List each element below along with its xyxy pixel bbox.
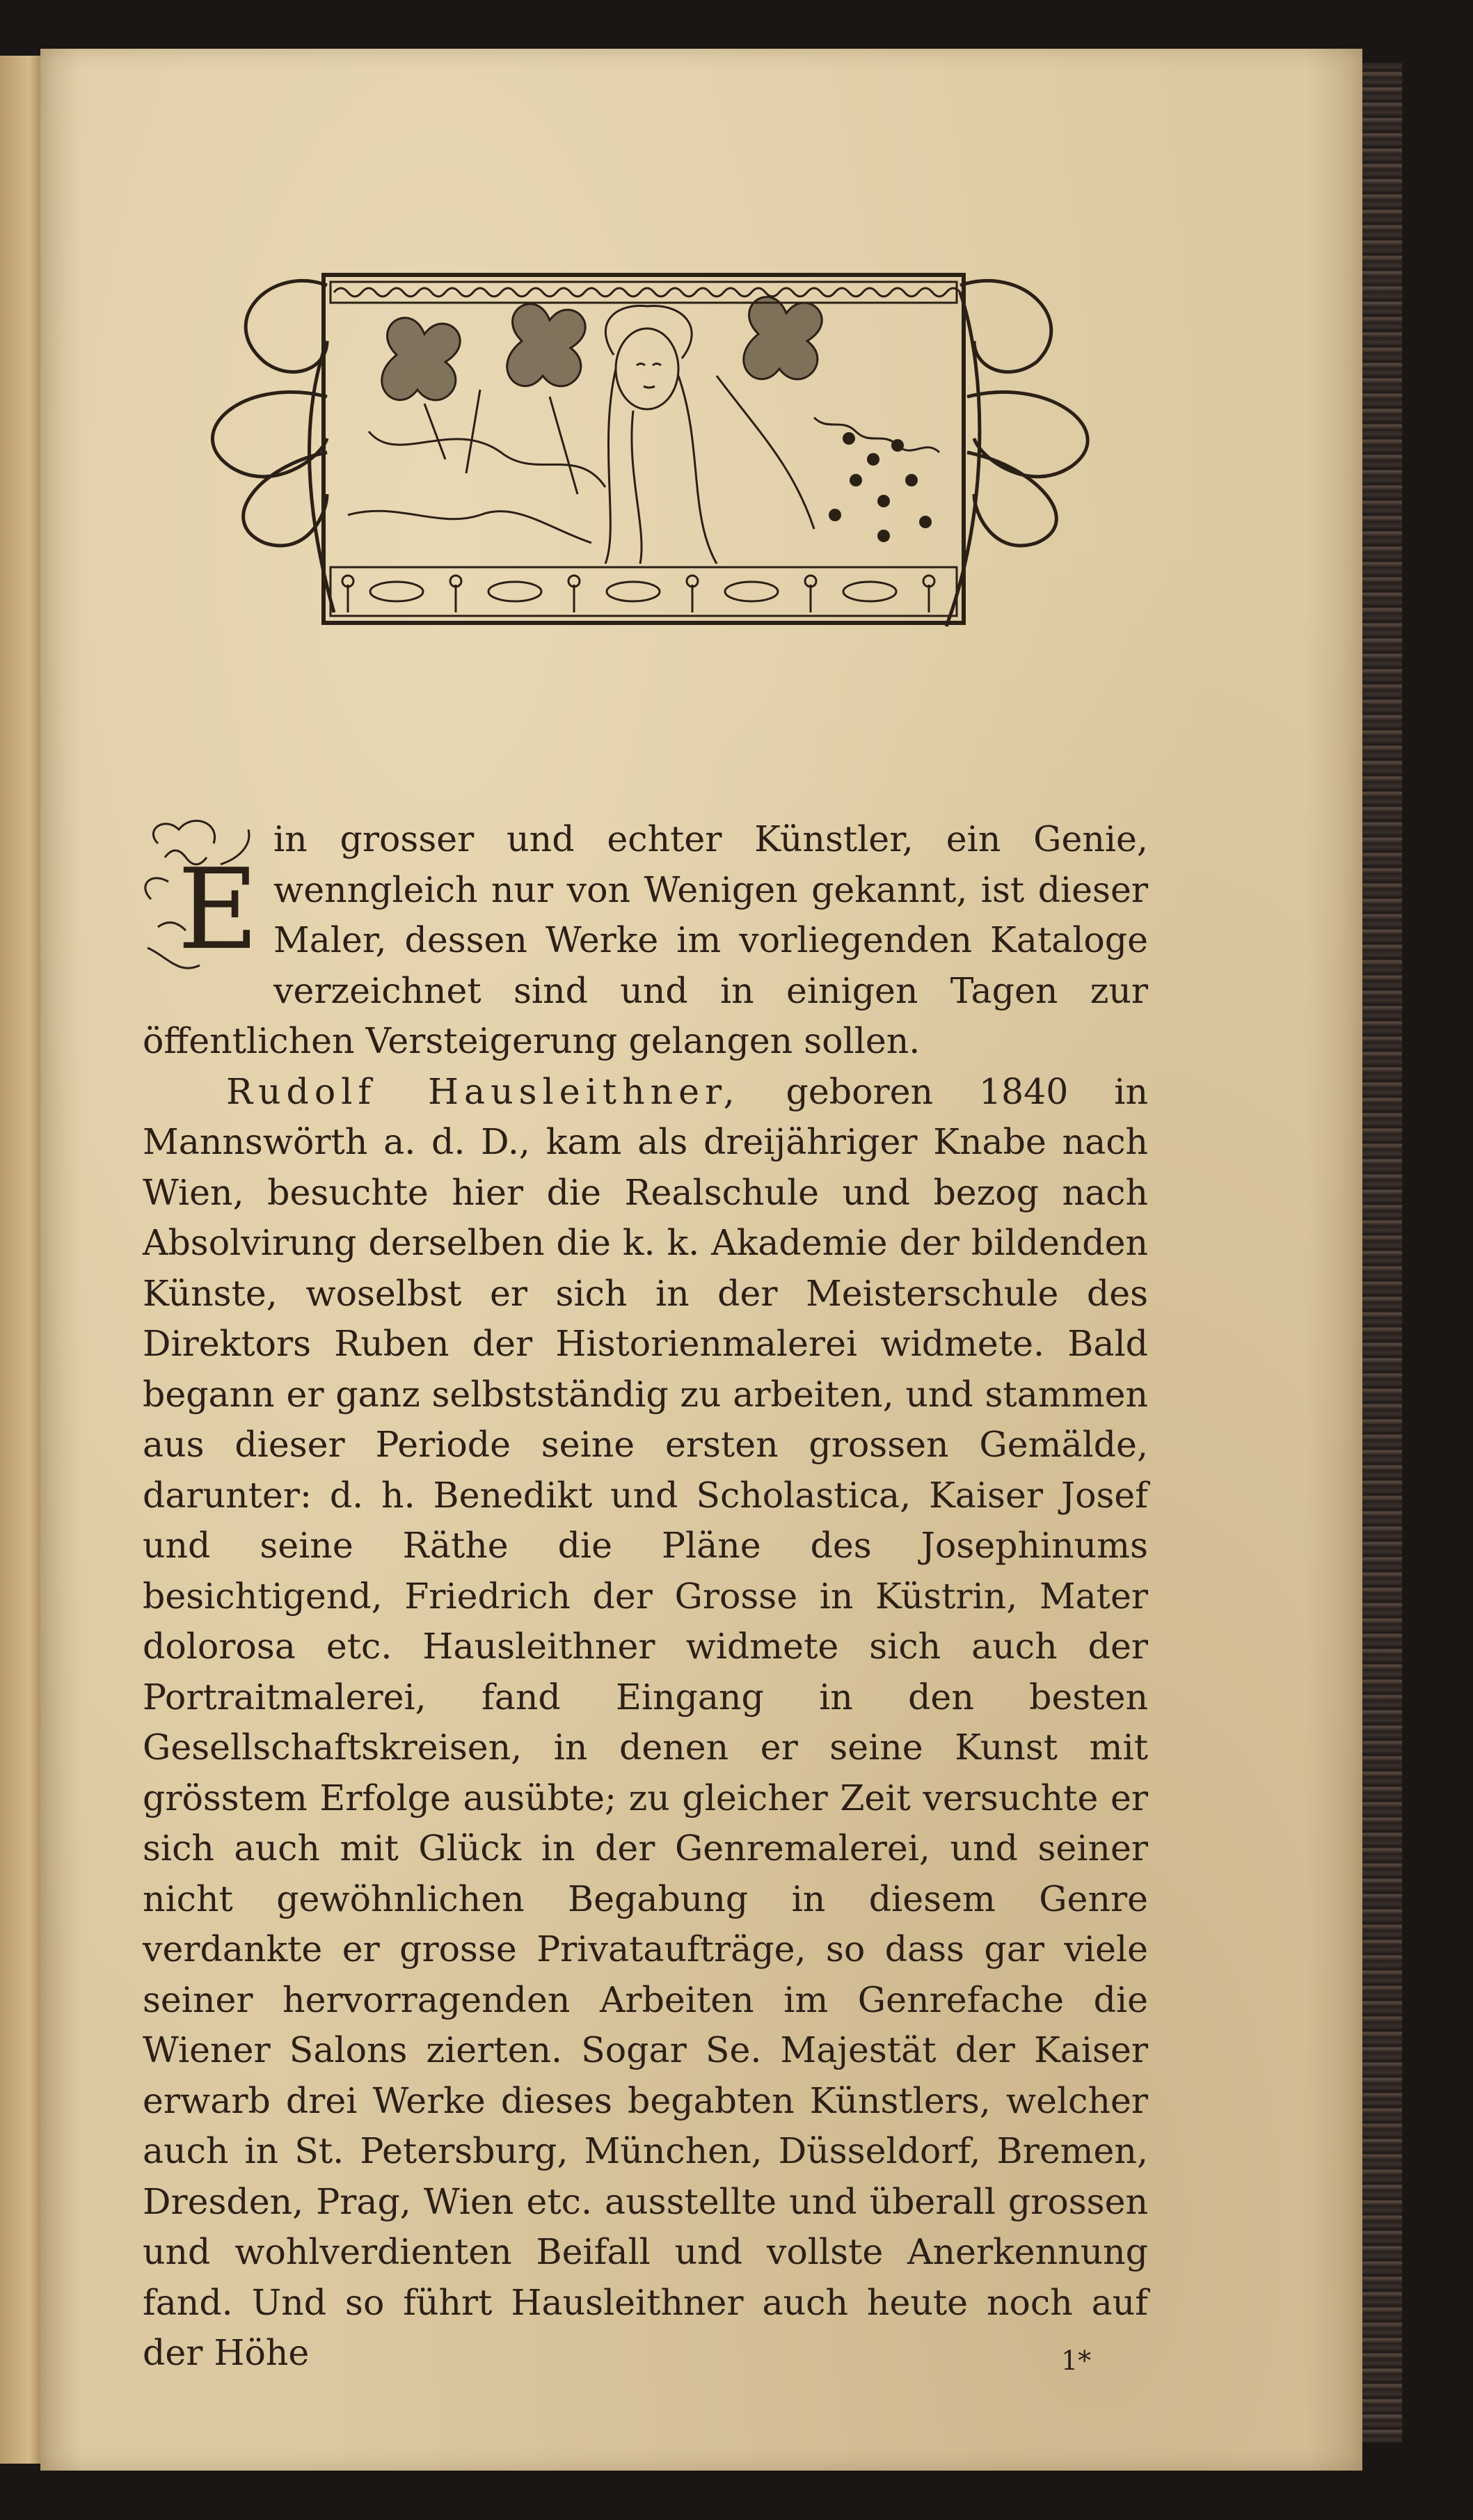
- signature-mark: 1*: [1061, 2345, 1092, 2376]
- body-text: [143, 814, 1148, 2379]
- drop-initial-letter: E: [177, 844, 259, 974]
- facing-page-edge: [0, 56, 42, 2464]
- opening-paragraph: [143, 814, 1148, 1067]
- ornamental-initial-e: [137, 816, 262, 990]
- paragraph-1-text: in grosser und echter Künstler, ein Genie, wenngleich nur von Wenigen gekannt, ist dieser Maler, dessen Werke im vorliegenden Kataloge verzeichnet sind und in einigen Tagen zur öffentlichen Versteigerung gelangen sollen.: [143, 818, 1148, 1061]
- art-nouveau-headpiece: [188, 237, 1120, 647]
- paragraph-2-text: geboren 1840 in Mannswörth a. d. D., kam als dreijähriger Knabe nach Wien, besuchte hier die Realschule und bezog nach Absolvirung derselben die k. k. Akademie der bildenden Künste, woselbst er sich in der Meisterschule des Direktors Ruben der Historienmalerei widmete. Bald begann er ganz selbstständig zu arbeiten, und stammen aus dieser Periode seine ersten grossen Gemälde, darunter: d. h. Benedikt und Scholastica, Kaiser Josef und seine Räthe die Pläne des Josephinums besichtigend, Friedrich der Grosse in Küstrin, Mater dolorosa etc. Hausleithner widmete sich auch der Portraitmalerei, fand Eingang in den besten Gesellschaftskreisen, in denen er seine Kunst mit grösstem Erfolge ausübte; zu gleicher Zeit versuchte er sich auch mit Glück in der Genremalerei, und seiner nicht gewöhnlichen Begabung in diesem Genre verdankte er grosse Privataufträge, so dass gar viele seiner hervorragenden Arbeiten im Genrefache die Wiener Salons zierten. Sogar Se. Majestät der Kaiser erwarb drei Werke dieses begabten Künstlers, welcher auch in St. Petersburg, München, Düsseldorf, Bremen, Dresden, Prag, Wien etc. ausstellte und überall grossen und wohlverdienten Beifall und vollste Anerkennung fand. Und so führt Hausleithner auch heute noch auf der Höhe: [143, 1070, 1148, 2373]
- artist-name: Rudolf Hausleithner,: [226, 1070, 740, 1112]
- biography-paragraph: [143, 1067, 1148, 2379]
